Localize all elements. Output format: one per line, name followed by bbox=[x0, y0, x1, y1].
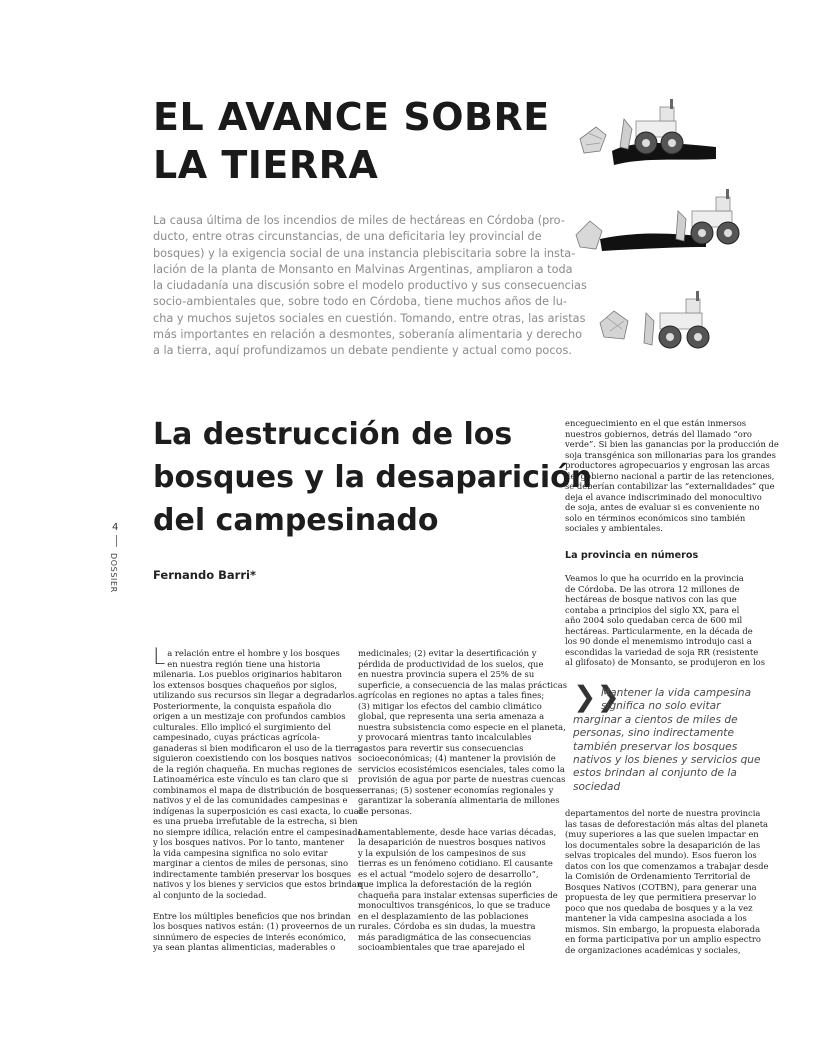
lede-line: La causa última de los incendios de miles de hectáreas en Córdoba (pro- bbox=[153, 214, 565, 227]
body-line: sinnúmero de especies de interés económico, bbox=[153, 931, 347, 942]
bulldozer-row-1 bbox=[580, 99, 716, 165]
lede-line: socio-ambientales que, sobre todo en Córdoba, tiene muchos años de lu- bbox=[153, 295, 567, 309]
body-line: hectáreas de bosque nativos con las que bbox=[565, 594, 737, 604]
body-line: serranas; (5) sostener economías regionales y bbox=[358, 784, 554, 795]
body-line: Latinoamérica este vínculo es tan claro que si bbox=[153, 774, 349, 784]
body-line: más paradigmática de las consecuencias bbox=[358, 931, 532, 942]
body-line: Veamos lo que ha ocurrido en la provincia bbox=[565, 573, 744, 583]
body-line: gastos para revertir sus consecuencias bbox=[358, 742, 524, 753]
body-line: Bosques Nativos (COTBN), para generar una bbox=[565, 881, 757, 892]
body-line: en el desplazamiento de las poblaciones bbox=[358, 910, 529, 921]
body-line: en nuestra región tiene una historia bbox=[167, 658, 321, 669]
body-line: y provocará mientras tanto incalculables bbox=[358, 732, 532, 742]
subtitle-line: del campesinado bbox=[153, 503, 439, 538]
body-line: nativos y el de las comunidades campesinas e bbox=[153, 795, 348, 805]
quote-mark-icon: ❯❯ bbox=[573, 680, 620, 713]
body-line: de personas. bbox=[358, 805, 412, 816]
paragraph-gap bbox=[358, 816, 548, 827]
body-column-1 bbox=[153, 645, 363, 953]
title-line: EL AVANCE SOBRE bbox=[153, 95, 550, 139]
body-line: indirectamente también preservar los bosques bbox=[153, 868, 352, 879]
body-line: rurales. Córdoba es sin dudas, la muestra bbox=[358, 921, 536, 931]
body-line: agrícolas en regiones no aptas a tales fines; bbox=[358, 690, 545, 700]
body-line: ya sean plantas alimenticias, maderables o bbox=[153, 942, 336, 952]
body-line: siguieron coexistiendo con los bosques nativos bbox=[153, 753, 352, 763]
body-line: datos con los que comenzamos a trabajar desde bbox=[565, 860, 769, 871]
body-line: medicinales; (2) evitar la desertificación y bbox=[358, 648, 537, 658]
page-rule bbox=[116, 535, 117, 547]
body-line: combinamos el mapa de distribución de bosques bbox=[153, 784, 360, 795]
body-line: al conjunto de la sociedad. bbox=[153, 889, 267, 900]
body-line: mismos. Sin embargo, la propuesta elaborada bbox=[565, 923, 761, 934]
quote-line: significa no solo evitar bbox=[601, 700, 721, 713]
body-line: del gobierno nacional a partir de las retenciones, bbox=[565, 470, 775, 481]
body-line: escondidas la variedad de soja RR (resistente bbox=[565, 646, 759, 657]
body-line: contaba a principios del siglo XX, para el bbox=[565, 604, 740, 615]
lede-line: ducto, entre otras circunstancias, de una deficitaria ley provincial de bbox=[153, 230, 542, 244]
body-line: nativos y los bienes y servicios que estos brindan bbox=[153, 879, 363, 889]
body-line: utilizando sus recursos sin llegar a degradarlos. bbox=[153, 690, 358, 700]
quote-line: sociedad bbox=[573, 780, 621, 793]
body-line: es una prueba irrefutable de la estrecha, si bien bbox=[153, 816, 358, 826]
body-line: verde”. Si bien las ganancias por la producción de bbox=[565, 439, 779, 449]
lede-line: la ciudadanía una discusión sobre el modelo productivo y sus consecuencias bbox=[153, 279, 587, 292]
body-line: tierras es un fenómeno cotidiano. El causante bbox=[358, 858, 553, 868]
body-line: milenaria. Los pueblos originarios habitaron bbox=[153, 669, 343, 679]
body-line: propuesta de ley que permitiera preservar lo bbox=[565, 892, 757, 902]
body-line: socioambientales que trae aparejado el bbox=[358, 942, 525, 952]
bulldozer-row-2 bbox=[576, 189, 739, 251]
body-line: mantener la vida campesina asociada a los bbox=[565, 913, 747, 923]
quote-line: marginar a cientos de miles de bbox=[573, 713, 738, 726]
lede-line: cha y muchos sujetos sociales en cuestión. Tomando, entre otras, las aristas bbox=[153, 311, 586, 325]
article-title bbox=[153, 93, 553, 189]
body-line: en forma participativa por un amplio espectro bbox=[565, 934, 761, 944]
body-line: garantizar la soberanía alimentaria de millones bbox=[358, 795, 560, 805]
body-line: los documentales sobre la desaparición de las bbox=[565, 839, 761, 850]
body-line: nuestros gobiernos, detrás del llamado “oro bbox=[565, 428, 752, 439]
body-line: servicios ecosistémicos esenciales, tales como la bbox=[358, 763, 565, 774]
body-line: (muy superiores a las que suelen impactar en bbox=[565, 829, 759, 839]
body-line: no siempre idílica, relación entre el campesinado bbox=[153, 826, 363, 837]
body-line: y los bosques nativos. Por lo tanto, mantener bbox=[153, 837, 345, 847]
subtitle-line: bosques y la desaparición bbox=[153, 460, 593, 495]
body-line: pérdida de productividad de los suelos, que bbox=[358, 658, 544, 669]
body-line: en nuestra provincia supera el 25% de su bbox=[358, 669, 535, 679]
body-line: de Córdoba. De las otrora 12 millones de bbox=[565, 583, 740, 594]
body-line: superficie, a consecuencia de las malas prácticas bbox=[358, 679, 567, 690]
lede-line: lación de la planta de Monsanto en Malvinas Argentinas, ampliaron a toda bbox=[153, 262, 573, 276]
body-line: deja el avance indiscriminado del monocultivo bbox=[565, 491, 762, 502]
quote-line: nativos y los bienes y servicios que bbox=[573, 754, 761, 767]
body-column-2 bbox=[358, 648, 567, 953]
body-line: y la expulsión de los campesinos de sus bbox=[358, 847, 526, 858]
body-line: Entre los múltiples beneficios que nos brindan bbox=[153, 910, 351, 921]
body-line: monocultivos transgénicos, lo que se traduce bbox=[358, 900, 551, 910]
body-line: global, que representa una seria amenaza a bbox=[358, 711, 545, 721]
body-line: nuestra subsistencia como especie en el planeta, bbox=[358, 721, 566, 732]
body-column-3-middle bbox=[565, 573, 765, 668]
body-line: indígenas la superposición es casi exacta, lo cual bbox=[153, 805, 362, 816]
lede-line: más importantes en relación a desmontes, soberanía alimentaria y derecho bbox=[153, 327, 583, 341]
body-line: de la región chaqueña. En muchas regiones de bbox=[153, 763, 353, 774]
body-column-3-top bbox=[565, 418, 779, 534]
body-line: año 2004 solo quedaban cerca de 600 mil bbox=[565, 615, 743, 625]
body-line: los bosques nativos están: (1) proveernos de un bbox=[153, 921, 356, 931]
body-line: Lamentablemente, desde hace varias décadas, bbox=[358, 826, 557, 837]
body-line: origen a un mestizaje con profundos cambios bbox=[153, 711, 346, 721]
title-line: LA TIERRA bbox=[153, 143, 379, 187]
body-line: los 90 donde el menemismo introdujo casi a bbox=[565, 636, 752, 646]
bulldozer-illustration bbox=[566, 99, 752, 389]
body-line: marginar a cientos de miles de personas, sino bbox=[153, 858, 349, 868]
pull-quote-text bbox=[573, 687, 761, 794]
section-label-text: DOSSIER bbox=[109, 553, 118, 593]
body-line: ganaderas si bien modificaron el uso de la tierra, bbox=[153, 742, 362, 753]
body-line: culturales. Ello implicó el surgimiento del bbox=[153, 721, 331, 732]
body-line: socioeconómicas; (4) mantener la provisión de bbox=[358, 753, 556, 763]
body-line: la desaparición de nuestros bosques nativos bbox=[358, 837, 546, 847]
section-label bbox=[106, 553, 120, 613]
body-line: al glifosato) de Monsanto, se produjeron en los bbox=[565, 657, 765, 667]
body-line: los extensos bosques chaqueños por siglos, bbox=[153, 679, 338, 690]
body-line: las tasas de deforestación más altas del planeta bbox=[565, 818, 769, 829]
lede-line: a la tierra, aquí profundizamos un debate pendiente y actual como pocos. bbox=[153, 344, 572, 357]
body-line: la vida campesina significa no solo evitar bbox=[153, 847, 328, 858]
body-line: Posteriormente, la conquista española dio bbox=[153, 700, 332, 711]
quote-line: también preservar los bosques bbox=[573, 740, 738, 753]
body-line: se deberían contabilizar las “externalidades” que bbox=[565, 481, 775, 491]
body-line: poco que nos quedaba de bosques y a la vez bbox=[565, 902, 753, 913]
body-line: hectáreas. Particularmente, en la década de bbox=[565, 625, 753, 636]
lede-paragraph bbox=[153, 213, 587, 359]
quote-line: Mantener la vida campesina bbox=[601, 687, 752, 699]
quote-line: estos brindan al conjunto de la bbox=[573, 767, 737, 780]
body-line: enceguecimiento en el que están inmersos bbox=[565, 418, 747, 428]
bulldozer-row-3 bbox=[600, 291, 709, 348]
author-byline: Fernando Barri* bbox=[153, 568, 256, 582]
pull-quote bbox=[573, 680, 761, 797]
body-line: la Comisión de Ordenamiento Territorial de bbox=[565, 871, 751, 881]
drop-cap: L bbox=[153, 645, 166, 670]
body-line: campesinado, cuyas prácticas agrícola- bbox=[153, 732, 320, 742]
body-line: soja transgénica son millonarias para los grandes bbox=[565, 449, 776, 460]
body-line: (3) mitigar los efectos del cambio climático bbox=[358, 700, 542, 711]
body-line: sociales y ambientales. bbox=[565, 523, 663, 533]
body-line: selvas tropicales del mundo). Esos fueron los bbox=[565, 850, 757, 860]
body-line: que implica la deforestación de la región bbox=[358, 879, 532, 889]
body-line: de organizaciones académicas y sociales, bbox=[565, 944, 741, 955]
page-number: 4 bbox=[112, 522, 119, 533]
body-line: solo en términos económicos sino también bbox=[565, 512, 746, 523]
subtitle-line: La destrucción de los bbox=[153, 417, 513, 452]
body-line: chaqueña para instalar extensas superficies de bbox=[358, 889, 558, 900]
body-line: es el actual “modelo sojero de desarrollo”, bbox=[358, 868, 539, 879]
section-heading: La provincia en números bbox=[565, 550, 699, 561]
body-line: departamentos del norte de nuestra provincia bbox=[565, 808, 761, 818]
body-line: provisión de agua por parte de nuestras cuencas bbox=[358, 774, 566, 784]
paragraph-gap bbox=[153, 900, 341, 911]
quote-line: personas, sino indirectamente bbox=[573, 727, 734, 740]
body-line: a relación entre el hombre y los bosques bbox=[167, 648, 340, 658]
body-line: de soja, antes de evaluar si es conveniente no bbox=[565, 502, 760, 512]
lede-line: bosques) y la exigencia social de una instancia plebiscitaria sobre la insta- bbox=[153, 246, 576, 260]
article-subtitle bbox=[153, 413, 593, 542]
body-line: productores agropecuarios y engrosan las arcas bbox=[565, 460, 770, 470]
body-column-3-bottom bbox=[565, 808, 769, 955]
